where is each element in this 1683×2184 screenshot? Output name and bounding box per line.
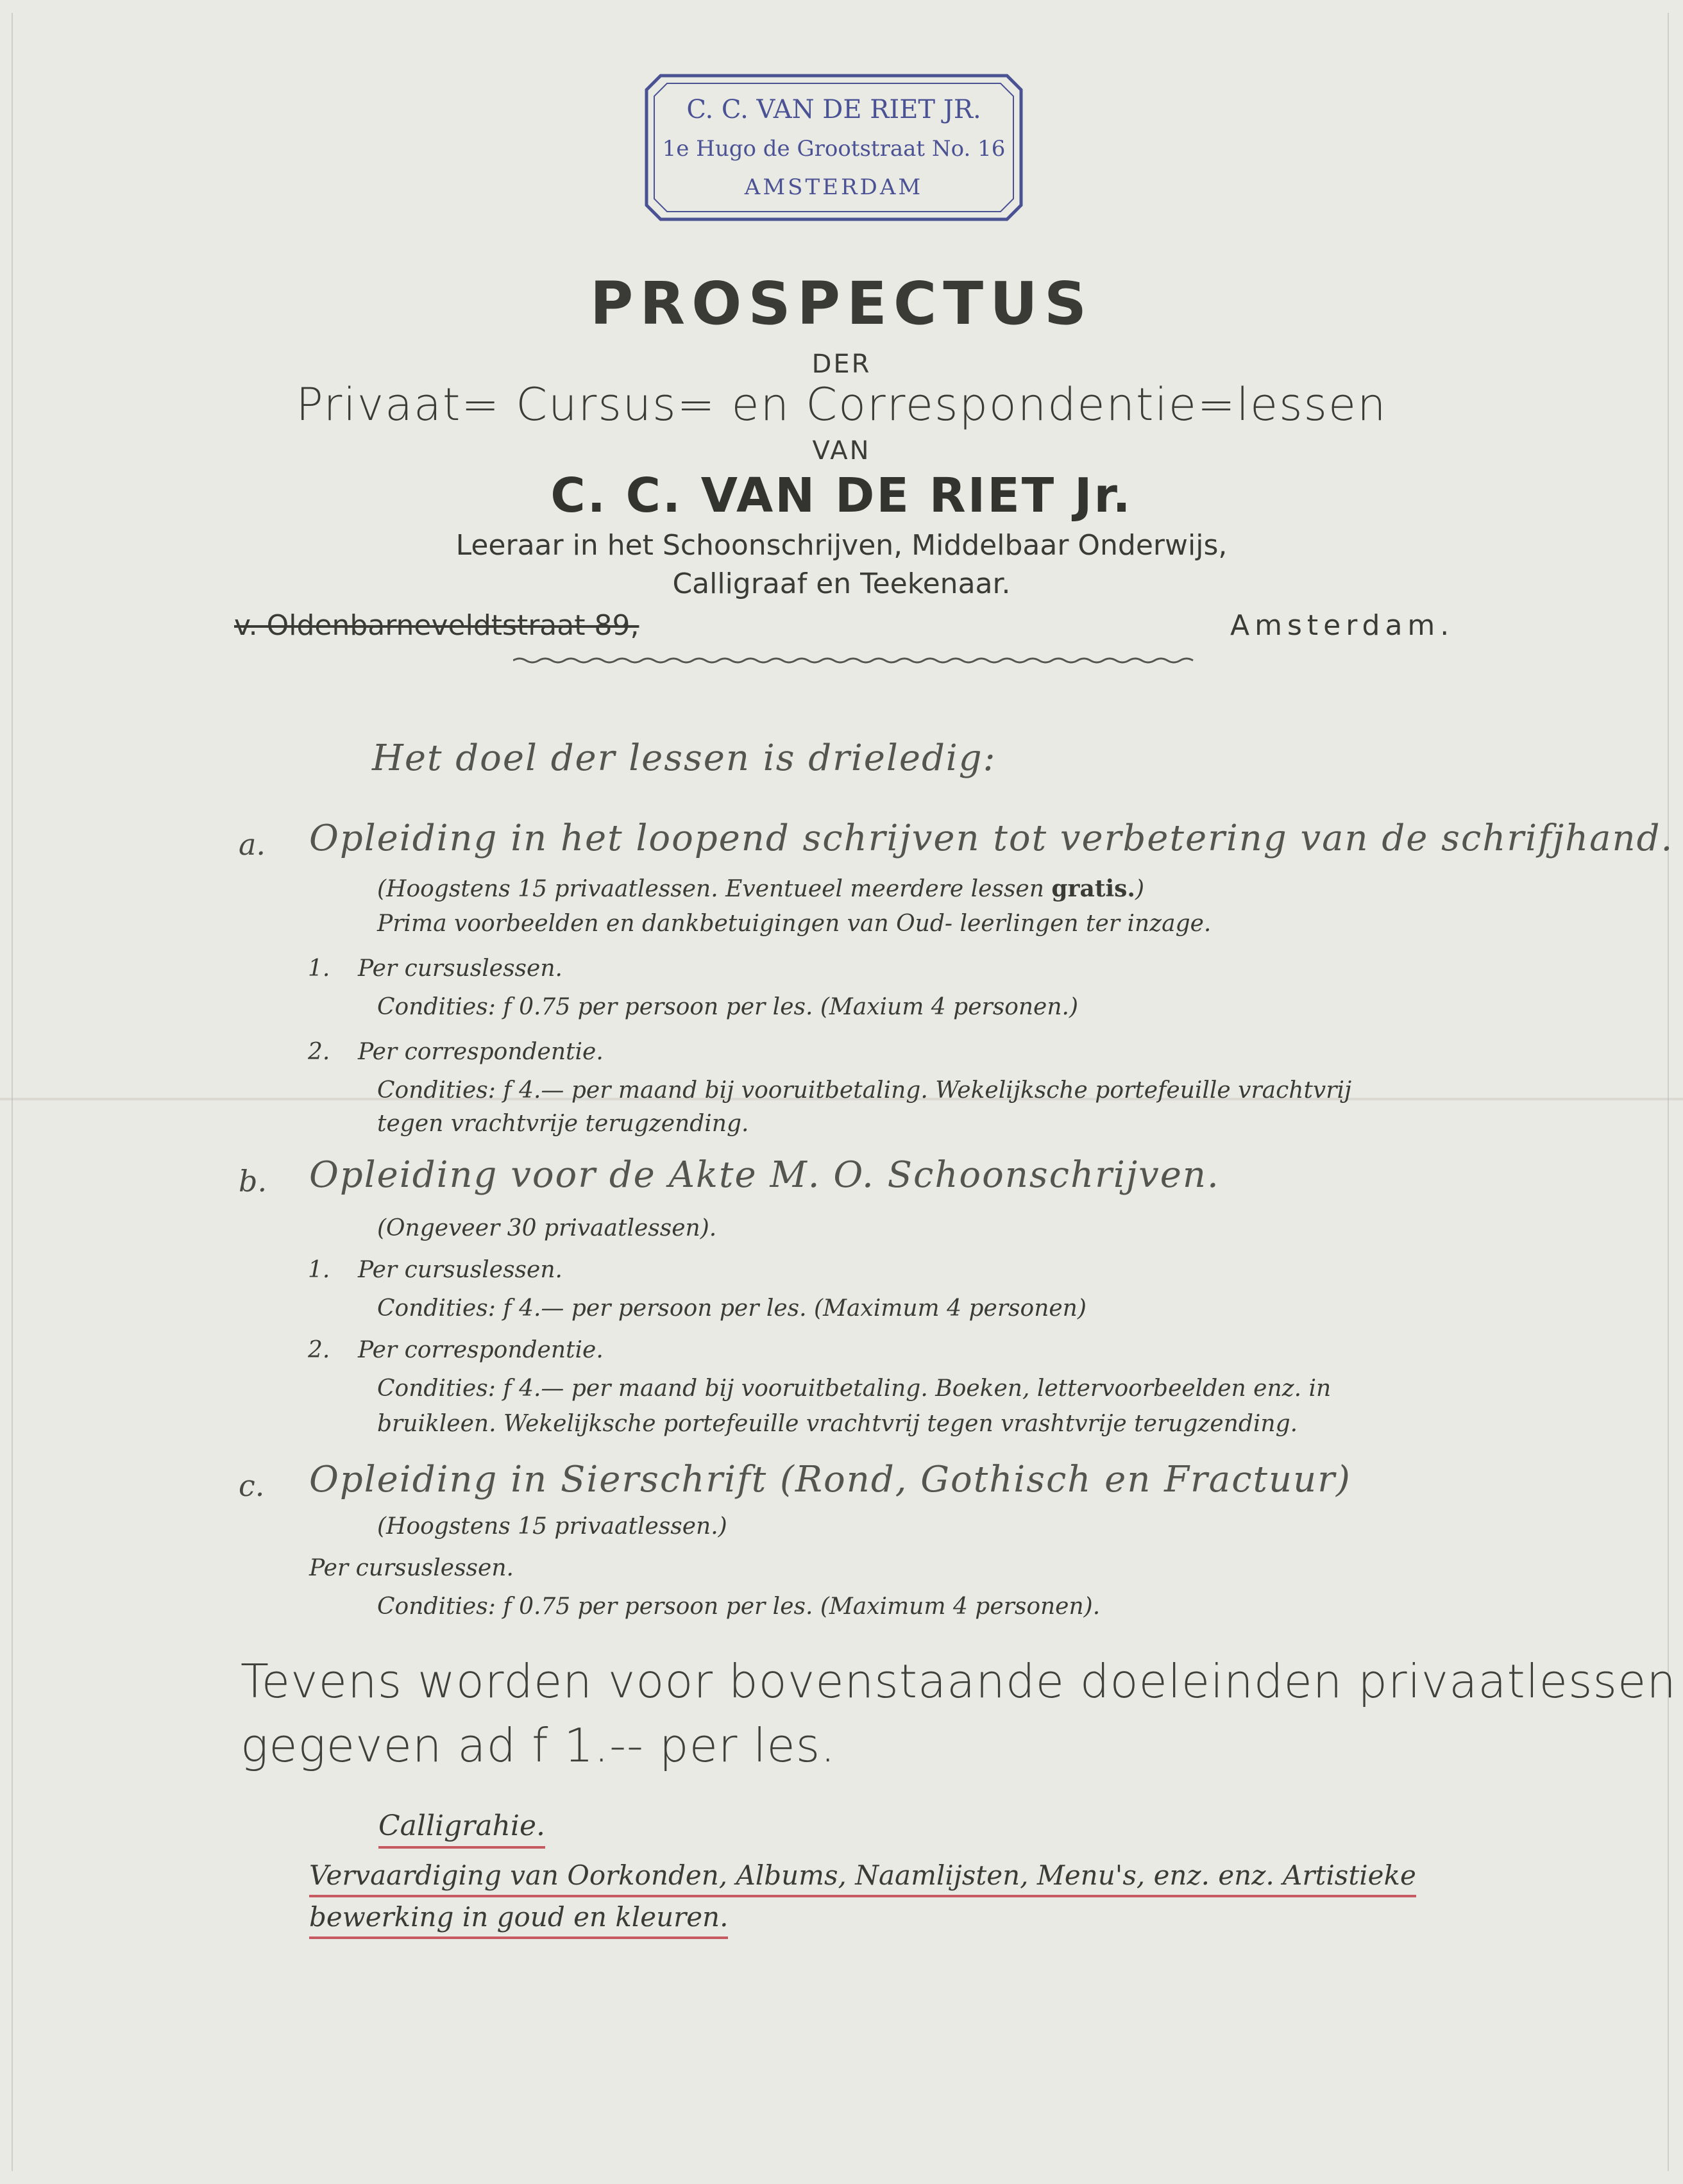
section-b-item2-conditions-1: Condities: f 4.— per maand bij vooruitbetaling. Boeken, lettervoorbeelden enz. in [377, 1375, 1332, 1402]
section-c-item1-label: Per cursuslessen. [309, 1555, 514, 1581]
calligraphy-services-line-1: Vervaardiging van Oorkonden, Albums, Naamlijsten, Menu's, enz. enz. Artistieke [309, 1860, 1416, 1897]
calligraphy-heading: Calligrahie. [378, 1810, 545, 1849]
title-van: VAN [812, 436, 871, 466]
closing-line-2: gegeven ad f 1.-- per les. [241, 1718, 836, 1772]
closing-line-1: Tevens worden voor bovenstaande doeleinden privaatlessen [241, 1654, 1677, 1708]
stamp-line-2: 1e Hugo de Grootstraat No. 16 [662, 136, 1006, 162]
section-a-item1-conditions: Condities: f 0.75 per persoon per les. (Maxium 4 personen.) [377, 994, 1079, 1020]
section-a-note1-close: ) [1135, 876, 1144, 902]
section-a-note2: Prima voorbeelden en dankbetuigingen van Oud- leerlingen ter inzage. [377, 911, 1212, 937]
section-c-letter: c. [239, 1468, 265, 1503]
intro-line: Het doel der lessen is drieledig: [372, 737, 997, 779]
section-b-item2-label: Per correspondentie. [358, 1337, 604, 1363]
section-a-letter: a. [239, 827, 266, 862]
city: Amsterdam. [1230, 609, 1455, 642]
title-der: DER [811, 349, 872, 379]
occupation-line-2: Calligraaf en Teekenaar. [672, 567, 1011, 600]
section-a-item1-label: Per cursuslessen. [358, 955, 562, 982]
section-a-note1-text: (Hoogstens 15 privaatlessen. Eventueel meerdere lessen [377, 876, 1044, 902]
wavy-divider [513, 654, 1199, 667]
section-a-heading: Opleiding in het loopend schrijven tot verbetering van de schrifjhand. [309, 818, 1674, 859]
section-b-item1-conditions: Condities: f 4.— per persoon per les. (Maximum 4 personen) [377, 1295, 1087, 1322]
page-title: PROSPECTUS [589, 269, 1094, 338]
section-c-heading: Opleiding in Sierschrift (Rond, Gothisch en Fractuur) [309, 1459, 1351, 1500]
section-b-letter: b. [239, 1164, 267, 1198]
section-b-item2-num: 2. [308, 1337, 330, 1363]
section-a-item1-num: 1. [308, 955, 330, 982]
section-b-item2-conditions-2: bruikleen. Wekelijksche portefeuille vrachtvrij tegen vrashtvrije terugzending. [377, 1411, 1298, 1437]
old-address-struck: v. Oldenbarneveldtstraat 89, [234, 609, 639, 642]
subtitle: Privaat= Cursus= en Correspondentie=lessen [296, 378, 1387, 431]
occupation-line-1: Leeraar in het Schoonschrijven, Middelbaar Onderwijs, [455, 529, 1228, 562]
section-c-note1: (Hoogstens 15 privaatlessen.) [377, 1513, 727, 1540]
address-stamp [641, 71, 1026, 224]
section-a-note1 [377, 875, 1144, 902]
section-a-item2-conditions-2: tegen vrachtvrije terugzending. [377, 1111, 749, 1137]
section-a-item2-conditions-1: Condities: f 4.— per maand bij vooruitbetaling. Wekelijksche portefeuille vrachtvrij [377, 1077, 1352, 1104]
section-b-note1: (Ongeveer 30 privaatlessen). [377, 1215, 717, 1241]
section-a-item2-num: 2. [308, 1039, 330, 1065]
calligraphy-services-line-2: bewerking in goud en kleuren. [309, 1901, 728, 1939]
stamp-line-3: AMSTERDAM [744, 174, 924, 200]
teacher-name: C. C. VAN DE RIET Jr. [550, 468, 1133, 523]
section-b-heading: Opleiding voor de Akte M. O. Schoonschrijven. [309, 1154, 1220, 1196]
section-b-item1-label: Per cursuslessen. [358, 1257, 562, 1283]
section-c-item1-conditions: Condities: f 0.75 per persoon per les. (Maximum 4 personen). [377, 1593, 1101, 1620]
section-b-item1-num: 1. [308, 1257, 330, 1283]
stamp-line-1: C. C. VAN DE RIET JR. [686, 95, 981, 124]
section-a-note1-bold: gratis. [1051, 875, 1135, 902]
section-a-item2-label: Per correspondentie. [358, 1039, 604, 1065]
